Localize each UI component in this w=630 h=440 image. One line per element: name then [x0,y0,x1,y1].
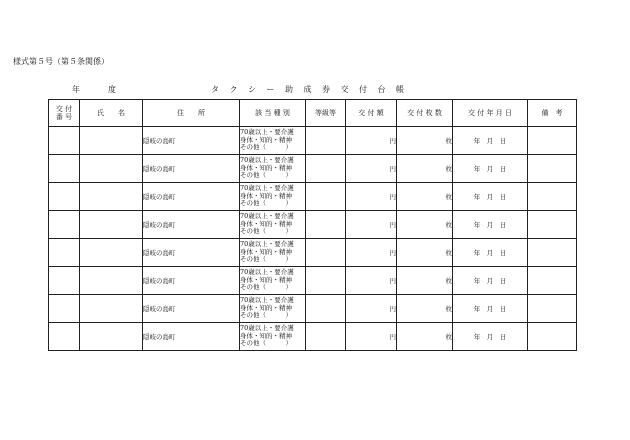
address-prefix: 隠岐の島町 [143,333,176,341]
date-cell[interactable] [453,211,528,239]
category-option-1: 70歳以上・要介護 [240,324,294,333]
date-placeholder: 年 月 日 [473,137,507,145]
remarks-cell[interactable] [528,183,577,211]
remarks-cell[interactable] [528,239,577,267]
date-placeholder: 年 月 日 [473,165,507,173]
grade-cell[interactable] [306,239,346,267]
address-cell[interactable] [143,267,240,295]
count-unit: 枚 [445,137,452,145]
category-option-3: その他（ ） [240,283,292,292]
amount-cell[interactable] [346,127,397,155]
grade-cell[interactable] [306,155,346,183]
count-unit: 枚 [445,277,452,285]
col-category-header: 該 当 種 別 [240,100,306,127]
category-option-3: その他（ ） [240,339,292,348]
number-cell[interactable] [49,183,80,211]
count-cell[interactable] [397,127,453,155]
name-cell[interactable] [80,323,143,351]
category-option-1: 70歳以上・要介護 [240,156,294,165]
col-amount-header: 交 付 額 [346,100,397,127]
category-option-1: 70歳以上・要介護 [240,240,294,249]
count-cell[interactable] [397,239,453,267]
category-option-3: その他（ ） [240,311,292,320]
category-option-3: その他（ ） [240,199,292,208]
count-unit: 枚 [445,193,452,201]
address-prefix: 隠岐の島町 [143,221,176,229]
number-cell[interactable] [49,267,80,295]
date-cell[interactable] [453,155,528,183]
address-prefix: 隠岐の島町 [143,165,176,173]
count-unit: 枚 [445,165,452,173]
name-cell[interactable] [80,239,143,267]
count-cell[interactable] [397,267,453,295]
grade-cell[interactable] [306,267,346,295]
table-row [49,295,577,323]
category-cell[interactable] [240,155,306,183]
category-option-3: その他（ ） [240,143,292,152]
address-cell[interactable] [143,323,240,351]
name-cell[interactable] [80,267,143,295]
address-cell[interactable] [143,211,240,239]
number-cell[interactable] [49,295,80,323]
category-option-2: 身体・知的・精神 [240,135,292,144]
number-cell[interactable] [49,239,80,267]
grade-cell[interactable] [306,295,346,323]
category-option-2: 身体・知的・精神 [240,275,292,284]
header-row [49,100,577,127]
table-row [49,127,577,155]
count-cell[interactable] [397,155,453,183]
remarks-cell[interactable] [528,295,577,323]
table-row [49,155,577,183]
number-cell[interactable] [49,127,80,155]
col-remarks-header: 備 考 [528,100,577,127]
name-cell[interactable] [80,127,143,155]
address-cell[interactable] [143,127,240,155]
name-cell[interactable] [80,155,143,183]
fiscal-year-label: 年 度 [72,85,126,94]
count-cell[interactable] [397,295,453,323]
category-option-1: 70歳以上・要介護 [240,296,294,305]
category-option-2: 身体・知的・精神 [240,247,292,256]
address-cell[interactable] [143,295,240,323]
date-cell[interactable] [453,127,528,155]
amount-cell[interactable] [346,323,397,351]
amount-cell[interactable] [346,155,397,183]
count-unit: 枚 [445,305,452,313]
grade-cell[interactable] [306,323,346,351]
address-prefix: 隠岐の島町 [143,137,176,145]
count-cell[interactable] [397,323,453,351]
date-placeholder: 年 月 日 [473,221,507,229]
remarks-cell[interactable] [528,155,577,183]
category-option-3: その他（ ） [240,171,292,180]
count-cell[interactable] [397,183,453,211]
amount-unit: 円 [389,193,396,201]
name-cell[interactable] [80,183,143,211]
category-option-3: その他（ ） [240,227,292,236]
name-cell[interactable] [80,295,143,323]
number-cell[interactable] [49,323,80,351]
category-option-2: 身体・知的・精神 [240,191,292,200]
remarks-cell[interactable] [528,267,577,295]
remarks-cell[interactable] [528,323,577,351]
number-cell[interactable] [49,211,80,239]
category-cell[interactable] [240,127,306,155]
amount-unit: 円 [389,249,396,257]
category-option-1: 70歳以上・要介護 [240,268,294,277]
col-grade-header: 等級等 [306,100,346,127]
address-cell[interactable] [143,183,240,211]
category-option-2: 身体・知的・精神 [240,303,292,312]
address-cell[interactable] [143,239,240,267]
amount-unit: 円 [389,277,396,285]
number-cell[interactable] [49,155,80,183]
address-prefix: 隠岐の島町 [143,305,176,313]
col-count-header: 交 付 枚 数 [397,100,453,127]
category-option-3: その他（ ） [240,255,292,264]
count-cell[interactable] [397,211,453,239]
remarks-cell[interactable] [528,127,577,155]
category-option-2: 身体・知的・精神 [240,163,292,172]
table-row [49,267,577,295]
count-unit: 枚 [445,221,452,229]
amount-unit: 円 [389,333,396,341]
table-row [49,211,577,239]
category-cell[interactable] [240,239,306,267]
date-placeholder: 年 月 日 [473,333,507,341]
grade-cell[interactable] [306,211,346,239]
amount-unit: 円 [389,305,396,313]
address-prefix: 隠岐の島町 [143,193,176,201]
amount-cell[interactable] [346,183,397,211]
date-placeholder: 年 月 日 [473,277,507,285]
name-cell[interactable] [80,211,143,239]
date-cell[interactable] [453,323,528,351]
col-name-header: 氏 名 [80,100,143,127]
category-cell[interactable] [240,323,306,351]
amount-cell[interactable] [346,295,397,323]
amount-cell[interactable] [346,267,397,295]
category-cell[interactable] [240,183,306,211]
category-option-1: 70歳以上・要介護 [240,184,294,193]
col-number-line1: 交 付 [55,105,73,113]
category-cell[interactable] [240,211,306,239]
table-row [49,183,577,211]
ledger-table [48,99,577,351]
col-number-line2: 番 号 [55,113,73,121]
amount-unit: 円 [389,221,396,229]
date-cell[interactable] [453,295,528,323]
table-row [49,239,577,267]
count-unit: 枚 [445,333,452,341]
grade-cell[interactable] [306,183,346,211]
category-option-1: 70歳以上・要介護 [240,128,294,137]
amount-unit: 円 [389,165,396,173]
date-placeholder: 年 月 日 [473,193,507,201]
amount-cell[interactable] [346,211,397,239]
amount-unit: 円 [389,137,396,145]
table-row [49,323,577,351]
col-address-header: 住 所 [143,100,240,127]
count-unit: 枚 [445,249,452,257]
category-option-2: 身体・知的・精神 [240,331,292,340]
amount-cell[interactable] [346,239,397,267]
category-cell[interactable] [240,267,306,295]
category-cell[interactable] [240,295,306,323]
remarks-cell[interactable] [528,211,577,239]
col-date-header: 交 付 年 月 日 [453,100,528,127]
col-number-header [49,100,80,127]
date-cell[interactable] [453,267,528,295]
date-cell[interactable] [453,239,528,267]
address-cell[interactable] [143,155,240,183]
date-placeholder: 年 月 日 [473,305,507,313]
address-prefix: 隠岐の島町 [143,249,176,257]
category-option-2: 身体・知的・精神 [240,219,292,228]
address-prefix: 隠岐の島町 [143,277,176,285]
form-number: 様式第５号（第５条関係） [13,57,109,66]
date-placeholder: 年 月 日 [473,249,507,257]
document-title: タクシー助成券交付台帳 [211,85,415,94]
grade-cell[interactable] [306,127,346,155]
date-cell[interactable] [453,183,528,211]
category-option-1: 70歳以上・要介護 [240,212,294,221]
